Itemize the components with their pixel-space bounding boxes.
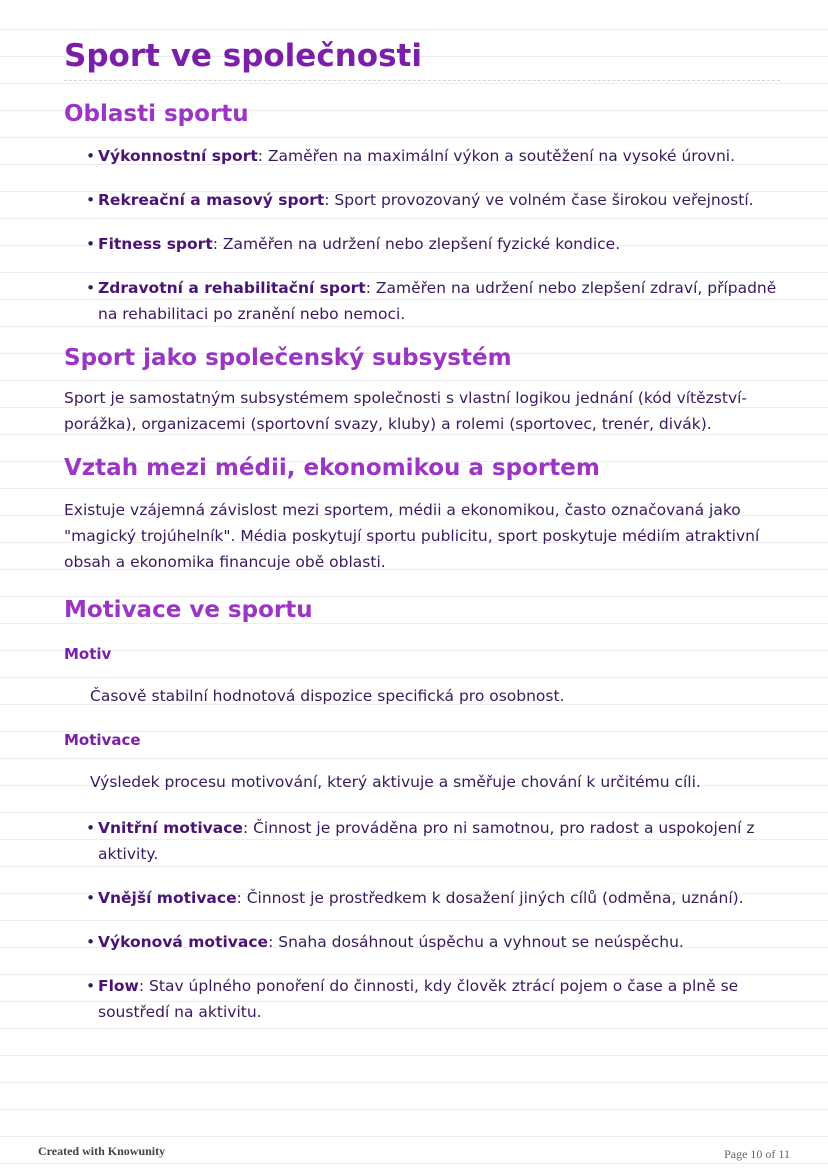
item-term: Výkonnostní sport xyxy=(98,147,258,165)
page-title: Sport ve společnosti xyxy=(64,34,780,81)
subsystem-text: Sport je samostatným subsystémem společnosti s vlastní logikou jednání (kód vítězství-porážka), organizacemi (sportovní svazy, kluby) a rolemi (sportovec, trenér, divák). xyxy=(64,389,748,433)
footer-credit: Created with Knowunity xyxy=(38,1144,166,1158)
heading-areas: Oblasti sportu xyxy=(64,101,249,127)
item-term: Rekreační a masový sport xyxy=(98,191,325,209)
list-item xyxy=(64,231,780,257)
subheading-motiv: Motiv xyxy=(64,645,112,663)
media-text: Existuje vzájemná závislost mezi sportem, médii a ekonomikou, často označovaná jako "magický trojúhelník". Média poskytují sportu publicitu, sport poskytuje médiím atraktivní obsah a ekonomika financuje obě oblasti. xyxy=(64,501,760,571)
item-text: : Zaměřen na maximální výkon a soutěžení na vysoké úrovni. xyxy=(257,147,736,165)
list-item xyxy=(64,973,780,1025)
subheading-motivace: Motivace xyxy=(64,731,141,749)
motiv-text: Časově stabilní hodnotová dispozice specifická pro osobnost. xyxy=(90,687,565,705)
item-text: : Činnost je prostředkem k dosažení jiných cílů (odměna, uznání). xyxy=(236,889,744,907)
item-text: : Sport provozovaný ve volném čase širokou veřejností. xyxy=(324,191,754,209)
heading-motivation: Motivace ve sportu xyxy=(64,597,313,623)
item-text: : Snaha dosáhnout úspěchu a vyhnout se neúspěchu. xyxy=(268,933,684,951)
list-item xyxy=(64,143,780,169)
item-text: : Stav úplného ponoření do činnosti, kdy člověk ztrácí pojem o čase a plně se soustředí na aktivitu. xyxy=(98,977,739,1021)
motivation-list xyxy=(64,815,780,1025)
item-term: Výkonová motivace xyxy=(98,933,269,951)
item-term: Zdravotní a rehabilitační sport xyxy=(98,279,366,297)
item-text: : Zaměřen na udržení nebo zlepšení zdraví, případně na rehabilitaci po zranění nebo nemoci. xyxy=(98,279,777,323)
item-term: Vnitřní motivace xyxy=(98,819,243,837)
item-term: Vnější motivace xyxy=(98,889,237,907)
list-item xyxy=(64,815,780,867)
list-item xyxy=(64,187,780,213)
list-item xyxy=(64,885,780,911)
areas-list xyxy=(64,143,780,327)
item-text: : Zaměřen na udržení nebo zlepšení fyzické kondice. xyxy=(212,235,621,253)
list-item xyxy=(64,275,780,327)
item-text: : Činnost je prováděna pro ni samotnou, pro radost a uspokojení z aktivity. xyxy=(98,819,755,863)
item-term: Flow xyxy=(98,977,139,995)
list-item xyxy=(64,929,780,955)
page-number: Page 10 of 11 xyxy=(724,1147,790,1161)
heading-media: Vztah mezi médii, ekonomikou a sportem xyxy=(64,455,600,481)
document-content xyxy=(64,34,780,1025)
motivace-text: Výsledek procesu motivování, který aktivuje a směřuje chování k určitému cíli. xyxy=(90,773,701,791)
item-term: Fitness sport xyxy=(98,235,213,253)
heading-subsystem: Sport jako společenský subsystém xyxy=(64,345,512,371)
